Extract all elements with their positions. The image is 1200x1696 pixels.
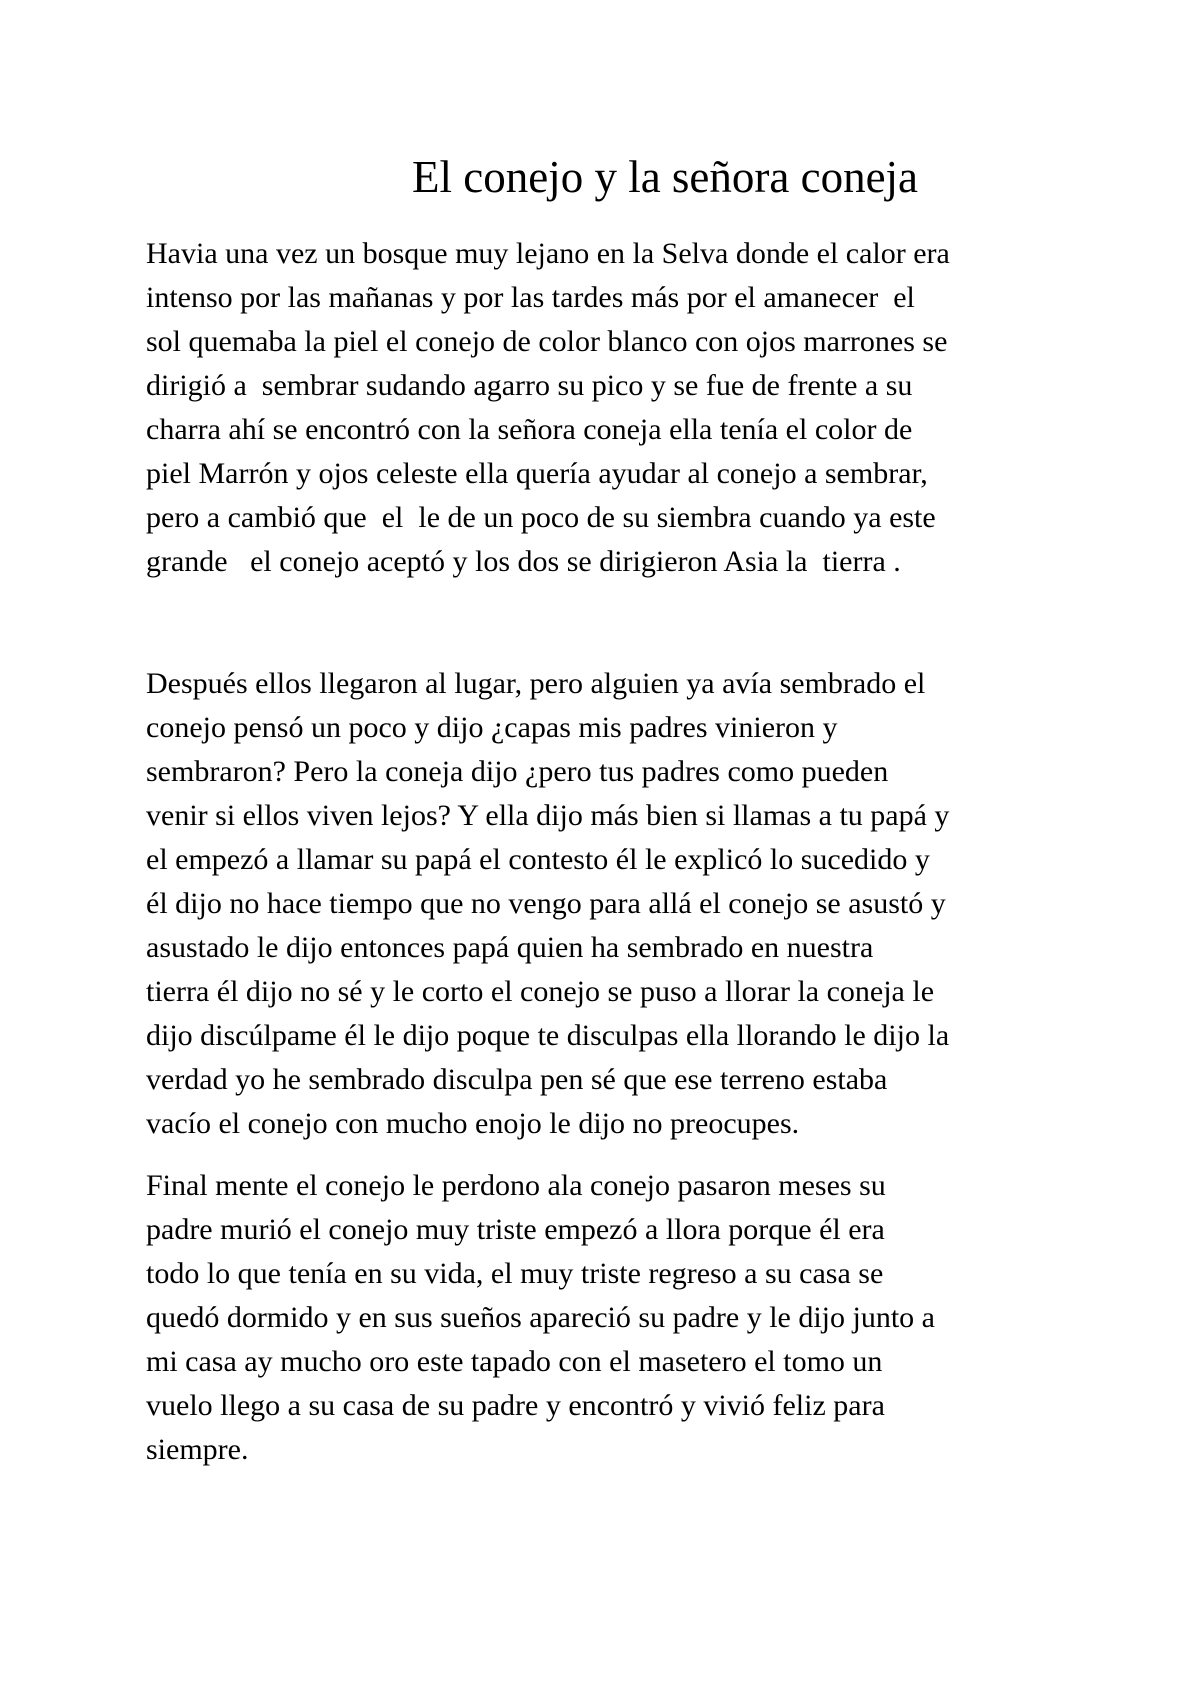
paragraph-1 xyxy=(146,232,1146,584)
text-line: venir si ellos viven lejos? Y ella dijo más bien si llamas a tu papá y xyxy=(146,799,950,832)
text-line: dirigió a sembrar sudando agarro su pico y se fue de frente a su xyxy=(146,369,913,402)
text-line: Final mente el conejo le perdono ala conejo pasaron meses su xyxy=(146,1169,886,1202)
text-line: vacío el conejo con mucho enojo le dijo no preocupes. xyxy=(146,1107,800,1140)
text-line: mi casa ay mucho oro este tapado con el masetero el tomo un xyxy=(146,1345,883,1378)
text-line: charra ahí se encontró con la señora coneja ella tenía el color de xyxy=(146,413,913,446)
text-line: siempre. xyxy=(146,1433,249,1466)
text-line: grande el conejo aceptó y los dos se dirigieron Asia la tierra . xyxy=(146,545,901,578)
text-line: Después ellos llegaron al lugar, pero alguien ya avía sembrado el xyxy=(146,667,926,700)
text-line: Havia una vez un bosque muy lejano en la Selva donde el calor era xyxy=(146,237,950,270)
text-line: intenso por las mañanas y por las tardes más por el amanecer el xyxy=(146,281,915,314)
text-line: todo lo que tenía en su vida, el muy triste regreso a su casa se xyxy=(146,1257,884,1290)
text-line: conejo pensó un poco y dijo ¿capas mis padres vinieron y xyxy=(146,711,838,744)
text-line: asustado le dijo entonces papá quien ha sembrado en nuestra xyxy=(146,931,874,964)
paragraph-2 xyxy=(146,662,1146,1146)
document-title: El conejo y la señora coneja xyxy=(412,152,919,202)
text-line: dijo discúlpame él le dijo poque te disculpas ella llorando le dijo la xyxy=(146,1019,950,1052)
text-line: él dijo no hace tiempo que no vengo para allá el conejo se asustó y xyxy=(146,887,946,920)
text-line: padre murió el conejo muy triste empezó a llora porque él era xyxy=(146,1213,885,1246)
text-line: sembraron? Pero la coneja dijo ¿pero tus padres como pueden xyxy=(146,755,889,788)
text-line: vuelo llego a su casa de su padre y encontró y vivió feliz para xyxy=(146,1389,885,1422)
text-line: pero a cambió que el le de un poco de su siembra cuando ya este xyxy=(146,501,936,534)
paragraph-3 xyxy=(146,1164,1146,1472)
text-line: piel Marrón y ojos celeste ella quería ayudar al conejo a sembrar, xyxy=(146,457,928,490)
text-line: sol quemaba la piel el conejo de color blanco con ojos marrones se xyxy=(146,325,948,358)
text-line: quedó dormido y en sus sueños apareció su padre y le dijo junto a xyxy=(146,1301,935,1334)
text-line: tierra él dijo no sé y le corto el conejo se puso a llorar la coneja le xyxy=(146,975,935,1008)
text-line: el empezó a llamar su papá el contesto él le explicó lo sucedido y xyxy=(146,843,930,876)
text-line: verdad yo he sembrado disculpa pen sé que ese terreno estaba xyxy=(146,1063,888,1096)
